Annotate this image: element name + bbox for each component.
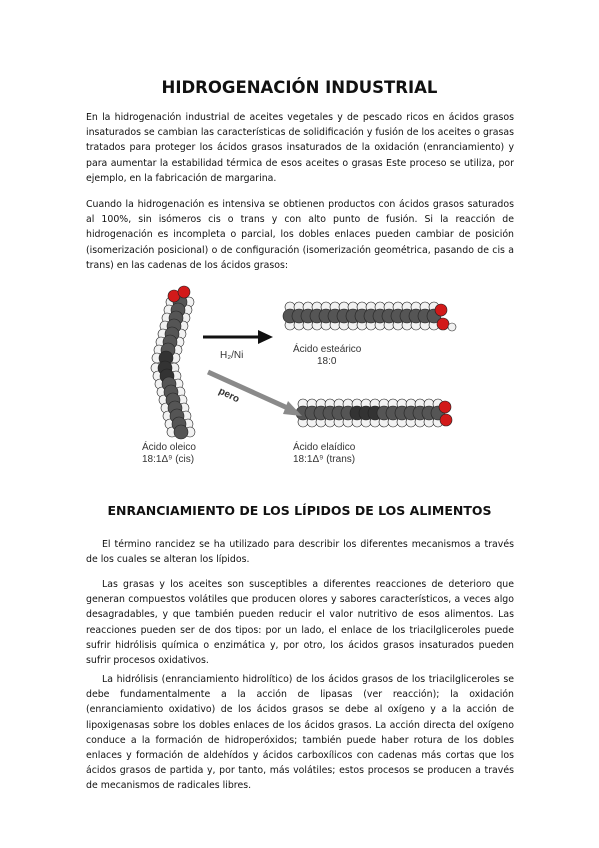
- elaidic-name: Ácido elaídico: [293, 442, 356, 453]
- paragraph-hydrogenation-isomers: Cuando la hidrogenación es intensiva se obtienen productos con ácidos grasos saturados al 100%, sin isómeros cis o trans y con alto punto de fusión. Si la reacción de hidrogenación es incompleta o parcial, los dobles enlaces pueden cambiar de posición (isomerización posicional) o de configuración (isomerización geométrica, pasando de cis a trans) en las cadenas de los ácidos grasos:: [86, 199, 514, 271]
- hydrogen-atom: [448, 323, 456, 331]
- oxygen-atom: [439, 401, 451, 413]
- paragraph-hydrolysis-oxidation: La hidrólisis (enranciamiento hidrolítico) de los ácidos grasos de los triacilgliceroles se debe fundamentalmente a la acción de lipasas (ver reacción); la oxidación (enranciamiento oxidativo) de los ácidos grasos se debe al oxígeno y a la acción de lipoxigenasas sobre los dobles enlaces de los ácidos grasos. La acción directa del oxígeno conduce a la formación de hidroperóxidos; también puede haber rotura de los dobles enlaces y formación de aldehídos y ácidos carboxílicos con cadenas más cortas que los ácidos grasos de partida y, por tanto, más volátiles; estos procesos se producen a través de mecanismos de radicales libres.: [86, 674, 514, 792]
- stearic-name: Ácido esteárico: [293, 344, 362, 355]
- paragraph-rancidity-definition: El término rancidez se ha utilizado para describir los diferentes mecanismos a través de los cuales se alteran los lípidos.: [86, 539, 514, 566]
- hydrogenation-figure: [140, 280, 470, 470]
- paragraph-hydrogenation-intro: En la hidrogenación industrial de aceites vegetales y de pescado ricos en ácidos grasos insaturados se cambian las características de solidificación y fusión de los aceites o grasas tratados para proteger los ácidos grasos insaturados de la oxidación (enranciamiento) y para aumentar la estabilidad térmica de esos aceites o grasas Este proceso se utiliza, por ejemplo, en la fabricación de margarina.: [86, 112, 515, 184]
- oxygen-atom: [440, 414, 452, 426]
- elaidic-acid-molecule: [296, 399, 452, 427]
- oxygen-atom: [437, 318, 449, 330]
- oleic-formula: 18:1Δ⁹ (cis): [142, 454, 195, 465]
- oxygen-atom: [435, 304, 447, 316]
- reagent-label: H₂/Ni: [220, 350, 244, 361]
- stearic-acid-molecule: [283, 302, 456, 331]
- side-arrow-label: pero: [216, 385, 241, 406]
- paragraph-deterioration-reactions: Las grasas y los aceites son susceptibles a diferentes reacciones de deterioro que generan compuestos volátiles que producen olores y sabores característicos, a veces algo desagradables, y que también pueden reducir el valor nutritivo de esos alimentos. Las reacciones pueden ser de dos tipos: por un lado, el enlace de los triacilgliceroles puede sufrir hidrólisis química o enzimática y, por otro, los ácidos grasos insaturados pueden sufrir procesos oxidativos.: [86, 579, 514, 667]
- carbon-atom: [174, 425, 188, 439]
- stearic-formula: 18:0: [317, 356, 337, 367]
- section-title: ENRANCIAMIENTO DE LOS LÍPIDOS DE LOS ALIMENTOS: [107, 503, 492, 518]
- oleic-name: Ácido oleico: [142, 442, 196, 453]
- elaidic-formula: 18:1Δ⁹ (trans): [293, 454, 356, 465]
- page-title: HIDROGENACIÓN INDUSTRIAL: [161, 78, 438, 97]
- oxygen-atom: [178, 286, 190, 298]
- reaction-arrow: [203, 330, 273, 344]
- oleic-acid-molecule: [151, 286, 195, 439]
